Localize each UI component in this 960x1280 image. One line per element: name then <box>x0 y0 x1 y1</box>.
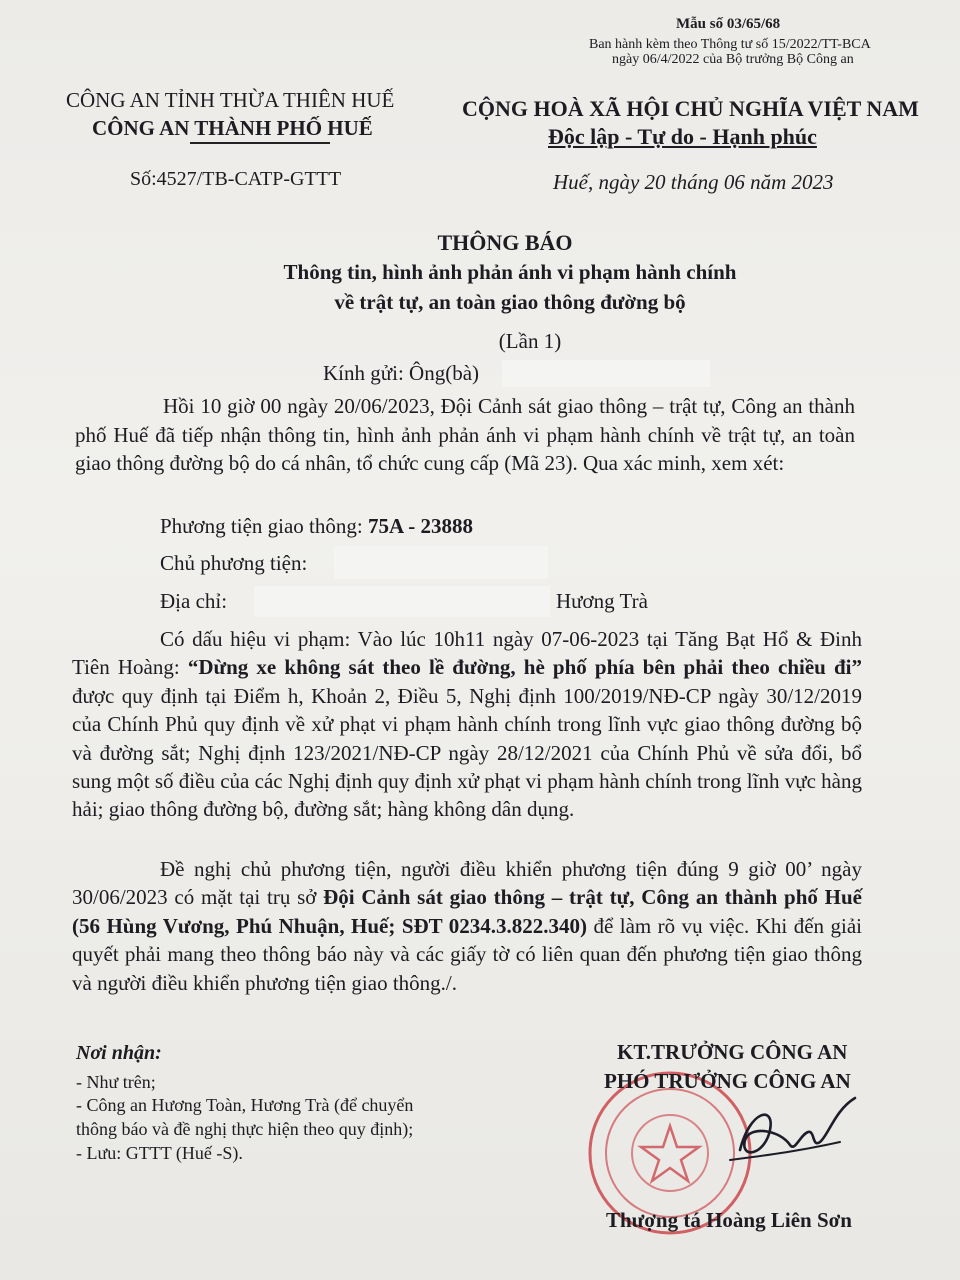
national-title: CỘNG HOÀ XÃ HỘI CHỦ NGHĨA VIỆT NAM <box>462 96 919 121</box>
agency-parent: CÔNG AN TỈNH THỪA THIÊN HUẾ <box>66 88 395 112</box>
signature-title-2: PHÓ TRƯỞNG CÔNG AN <box>604 1069 851 1093</box>
violation-intro: Có dấu hiệu vi phạm: Vào lúc 10h11 ngày 07-06-2023 tại Tăng Bạt Hổ & Đinh Tiên Hoàng: <box>72 627 862 680</box>
owner-field <box>160 551 307 576</box>
notice-subtitle-2: về trật tự, an toàn giao thông đường bộ <box>334 290 686 314</box>
agency-underline <box>190 142 330 144</box>
recipients-title: Nơi nhận: <box>76 1042 162 1064</box>
notice-subtitle-1: Thông tin, hình ảnh phản ánh vi phạm hành chính <box>283 260 737 284</box>
recipient-item: thông báo và đề nghị thực hiện theo quy định); <box>76 1119 414 1139</box>
document-number: Số:4527/TB-CATP-GTTT <box>130 168 342 190</box>
vehicle-plate: 75A - 23888 <box>367 514 473 538</box>
national-motto: Độc lập - Tự do - Hạnh phúc <box>548 124 817 149</box>
form-code: Mẫu số 03/65/68 <box>676 16 781 32</box>
violation-legal-basis: được quy định tại Điểm h, Khoản 2, Điều 5, Nghị định 100/2019/NĐ-CP ngày 30/12/2019 của Chính Phủ quy định về xử phạt vi phạm hành chính trong lĩnh vực giao thông đường bộ và đường sắt; Nghị định 123/2021/NĐ-CP ngày 28/12/2021 của Chính Phủ về sửa đổi, bổ sung một số điều của các Nghị định quy định xử phạt vi phạm hành chính trong lĩnh vực hàng hải; giao thông đường bộ, đường sắt; hàng không dân dụng. <box>72 683 862 822</box>
request-instructions: để làm rõ vụ việc. Khi đến giải quyết phải mang theo thông báo này và các giấy tờ có liên quan đến phương tiện giao thông và người điều khiển phương tiện giao thông./. <box>72 913 862 995</box>
notice-times: (Lần 1) <box>498 329 562 353</box>
body-paragraph-request <box>72 855 862 997</box>
owner-label: Chủ phương tiện: <box>160 551 308 575</box>
request-intro: Đề nghị chủ phương tiện, người điều khiển phương tiện đúng 9 giờ 00’ ngày 30/06/2023 có mặt tại trụ sở <box>72 857 862 910</box>
agency-name: CÔNG AN THÀNH PHỐ HUẾ <box>92 116 373 140</box>
greeting-label: Kính gửi: Ông(bà) <box>323 361 480 385</box>
form-issued-line1: Ban hành kèm theo Thông tư số 15/2022/TT-BCA <box>589 37 871 52</box>
signature-title-1: KT.TRƯỞNG CÔNG AN <box>617 1040 848 1064</box>
vehicle-label: Phương tiện giao thông: <box>160 514 368 538</box>
address-suffix: Hương Trà <box>556 589 648 613</box>
body-paragraph-1: Hồi 10 giờ 00 ngày 20/06/2023, Đội Cảnh sát giao thông – trật tự, Công an thành phố Huế đã tiếp nhận thông tin, hình ảnh phản ánh vi phạm hành chính về trật tự, an toàn giao thông đường bộ do cá nhân, tổ chức cung cấp (Mã 23). Qua xác minh, xem xét: <box>75 394 855 476</box>
recipient-item: - Như trên; <box>76 1072 156 1092</box>
notice-title: THÔNG BÁO <box>437 230 573 255</box>
redacted-recipient-name <box>502 360 710 387</box>
signer-name: Thượng tá Hoàng Liên Sơn <box>606 1208 852 1232</box>
handwritten-signature-icon <box>700 1090 860 1180</box>
address-label: Địa chỉ: <box>160 589 228 613</box>
place-date: Huế, ngày 20 tháng 06 năm 2023 <box>553 170 834 194</box>
body-paragraph-violation <box>72 625 862 824</box>
redacted-address <box>254 586 550 617</box>
request-office: Đội Cảnh sát giao thông – trật tự, Công an thành phố Huế (56 Hùng Vương, Phú Nhuận, Huế; SĐT 0234.3.822.340) <box>72 885 862 938</box>
form-issued-line2: ngày 06/4/2022 của Bộ trưởng Bộ Công an <box>612 52 854 67</box>
vehicle-field <box>160 514 473 539</box>
recipient-item: - Công an Hương Toàn, Hương Trà (để chuyển <box>76 1095 414 1115</box>
recipient-item: - Lưu: GTTT (Huế -S). <box>76 1143 243 1163</box>
violation-description: “Dừng xe không sát theo lề đường, hè phố phía bên phải theo chiều đi” <box>187 655 862 680</box>
address-field <box>160 589 227 614</box>
redacted-owner-name <box>334 546 548 579</box>
